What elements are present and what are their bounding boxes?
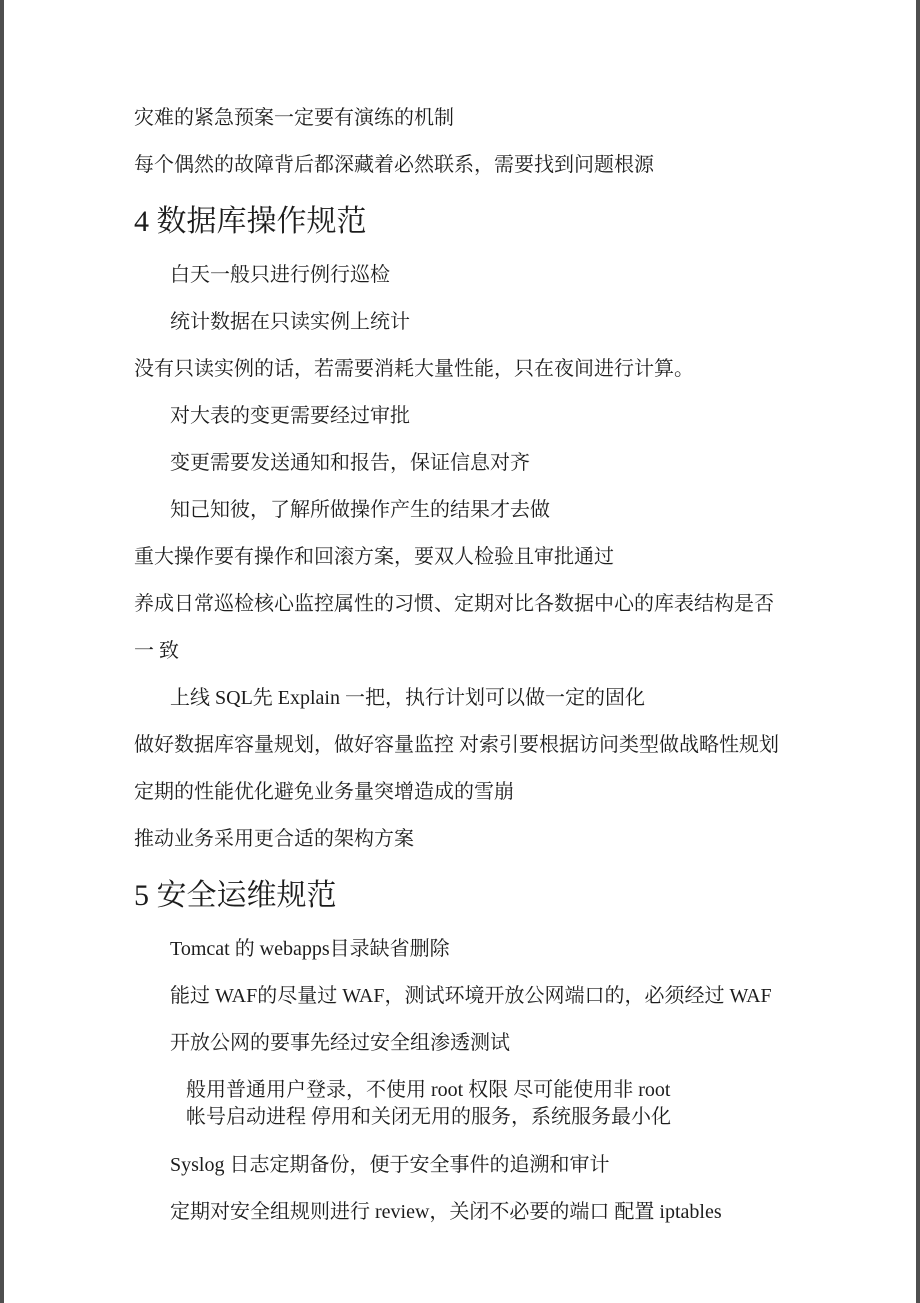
doc-line: 统计数据在只读实例上统计	[170, 311, 410, 333]
doc-line: 重大操作要有操作和回滚方案，要双人检验且审批通过	[134, 546, 614, 568]
doc-line: 能过 WAF的尽量过 WAF，测试环境开放公网端口的，必须经过 WAF	[170, 985, 772, 1007]
page-border-right	[916, 0, 920, 1303]
doc-line: 每个偶然的故障背后都深藏着必然联系，需要找到问题根源	[134, 154, 654, 176]
page-border-left	[0, 0, 4, 1303]
doc-line: Tomcat 的 webapps目录缺省删除	[170, 938, 450, 960]
doc-line: 定期的性能优化避免业务量突增造成的雪崩	[134, 781, 514, 803]
doc-line: 定期对安全组规则进行 review，关闭不必要的端口 配置 iptables	[170, 1201, 722, 1223]
section-heading-4: 4 数据库操作规范	[134, 205, 367, 238]
doc-line: 没有只读实例的话，若需要消耗大量性能，只在夜间进行计算。	[134, 358, 694, 380]
document-body	[134, 0, 824, 1225]
doc-line: 白天一般只进行例行巡检	[170, 264, 390, 286]
doc-line: 上线 SQL先 Explain 一把，执行计划可以做一定的固化	[170, 687, 645, 709]
doc-tight-block	[134, 1077, 824, 1131]
doc-line: Syslog 日志定期备份，便于安全事件的追溯和审计	[170, 1154, 610, 1176]
doc-line: 对大表的变更需要经过审批	[170, 405, 410, 427]
doc-line: 开放公网的要事先经过安全组渗透测试	[170, 1032, 510, 1054]
doc-line: 推动业务采用更合适的架构方案	[134, 828, 414, 850]
doc-line: 帐号启动进程 停用和关闭无用的服务，系统服务最小化	[186, 1106, 671, 1128]
doc-line: 做好数据库容量规划，做好容量监控 对索引要根据访问类型做战略性规划	[134, 734, 779, 756]
doc-line: 知己知彼，了解所做操作产生的结果才去做	[170, 499, 550, 521]
doc-line: 灾难的紧急预案一定要有演练的机制	[134, 107, 454, 129]
doc-line: 般用普通用户登录，不使用 root 权限 尽可能使用非 root	[186, 1079, 671, 1101]
doc-line: 养成日常巡检核心监控属性的习惯、定期对比各数据中心的库表结构是否	[134, 593, 774, 615]
doc-line: 变更需要发送通知和报告，保证信息对齐	[170, 452, 530, 474]
doc-line: 一 致	[134, 640, 179, 662]
section-heading-5: 5 安全运维规范	[134, 879, 337, 912]
